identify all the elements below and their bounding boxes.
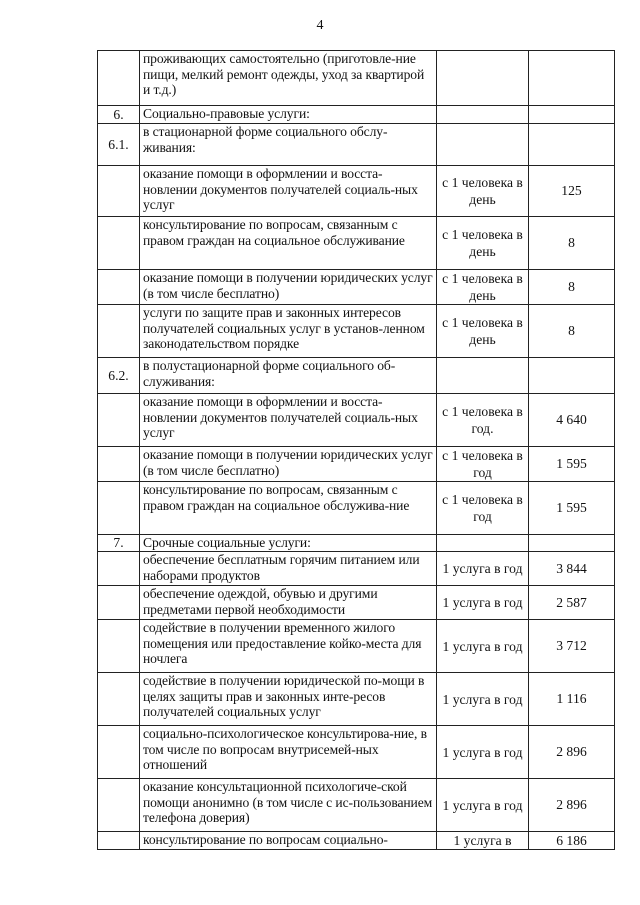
service-description: консультирование по вопросам, связанным с правом граждан на социальное обслуживание xyxy=(140,217,437,270)
service-value: 8 xyxy=(529,270,615,305)
row-number xyxy=(98,447,140,482)
service-description: обеспечение одеждой, обувью и другими предметами первой необходимости xyxy=(140,586,437,620)
service-unit: 1 услуга в год xyxy=(437,779,529,832)
service-description: консультирование по вопросам социально- xyxy=(140,832,437,850)
service-unit xyxy=(437,51,529,106)
service-unit: 1 услуга в xyxy=(437,832,529,850)
service-unit: 1 услуга в год xyxy=(437,673,529,726)
row-number xyxy=(98,779,140,832)
service-description: в стационарной форме социального обслу-живания: xyxy=(140,124,437,166)
row-number xyxy=(98,166,140,217)
service-unit: с 1 человека в год. xyxy=(437,394,529,447)
table-row xyxy=(98,166,615,217)
service-description: социально-психологическое консультирова-ние, в том числе по вопросам внутрисемей-ных отношений xyxy=(140,726,437,779)
table-row xyxy=(98,482,615,535)
table-row xyxy=(98,673,615,726)
service-unit: с 1 человека в день xyxy=(437,270,529,305)
service-value: 1 595 xyxy=(529,482,615,535)
service-description: оказание помощи в оформлении и восста-новлении документов получателей социаль-ных услуг xyxy=(140,394,437,447)
service-value xyxy=(529,51,615,106)
service-description: оказание консультационной психологиче-ской помощи анонимно (в том числе с ис-пользованием телефона доверия) xyxy=(140,779,437,832)
table-row xyxy=(98,106,615,124)
service-description: проживающих самостоятельно (приготовле-ние пищи, мелкий ремонт одежды, уход за квартирой и т.д.) xyxy=(140,51,437,106)
service-unit: 1 услуга в год xyxy=(437,586,529,620)
service-value: 3 844 xyxy=(529,552,615,586)
service-description: Социально-правовые услуги: xyxy=(140,106,437,124)
row-number xyxy=(98,552,140,586)
service-description: Срочные социальные услуги: xyxy=(140,535,437,552)
row-number xyxy=(98,51,140,106)
table-row xyxy=(98,124,615,166)
service-value: 6 186 xyxy=(529,832,615,850)
row-number: 7. xyxy=(98,535,140,552)
row-number xyxy=(98,832,140,850)
row-number xyxy=(98,270,140,305)
service-value: 2 587 xyxy=(529,586,615,620)
service-unit xyxy=(437,124,529,166)
service-description: содействие в получении временного жилого помещения или предоставление койко-места для ночлега xyxy=(140,620,437,673)
services-table xyxy=(97,50,615,850)
service-unit xyxy=(437,106,529,124)
service-description: оказание помощи в получении юридических услуг (в том числе бесплатно) xyxy=(140,447,437,482)
table-row xyxy=(98,217,615,270)
service-unit: 1 услуга в год xyxy=(437,552,529,586)
service-unit: с 1 человека в день xyxy=(437,166,529,217)
table-row xyxy=(98,832,615,850)
table-row xyxy=(98,586,615,620)
row-number: 6.1. xyxy=(98,124,140,166)
row-number: 6.2. xyxy=(98,358,140,394)
service-unit: 1 услуга в год xyxy=(437,726,529,779)
service-description: услуги по защите прав и законных интересов получателей социальных услуг в установ-ленном законодательством порядке xyxy=(140,305,437,358)
row-number xyxy=(98,217,140,270)
service-value: 4 640 xyxy=(529,394,615,447)
table-row xyxy=(98,552,615,586)
service-description: в полустационарной форме социального об-служивания: xyxy=(140,358,437,394)
service-description: оказание помощи в получении юридических услуг (в том числе бесплатно) xyxy=(140,270,437,305)
service-description: консультирование по вопросам, связанным с правом граждан на социальное обслужива-ние xyxy=(140,482,437,535)
service-value xyxy=(529,106,615,124)
table-row xyxy=(98,51,615,106)
page-number: 4 xyxy=(316,18,324,33)
service-description: оказание помощи в оформлении и восста-новлении документов получателей социаль-ных услуг xyxy=(140,166,437,217)
service-unit xyxy=(437,535,529,552)
table-row xyxy=(98,358,615,394)
service-value: 1 595 xyxy=(529,447,615,482)
table-row xyxy=(98,535,615,552)
service-value: 8 xyxy=(529,217,615,270)
row-number xyxy=(98,620,140,673)
table-row xyxy=(98,620,615,673)
service-value xyxy=(529,535,615,552)
row-number xyxy=(98,673,140,726)
service-unit: с 1 человека в день xyxy=(437,305,529,358)
service-value xyxy=(529,358,615,394)
service-unit: с 1 человека в день xyxy=(437,217,529,270)
table-row xyxy=(98,447,615,482)
service-unit: с 1 человека в год xyxy=(437,482,529,535)
service-value: 2 896 xyxy=(529,726,615,779)
service-value: 1 116 xyxy=(529,673,615,726)
table-row xyxy=(98,270,615,305)
service-value: 2 896 xyxy=(529,779,615,832)
service-value: 8 xyxy=(529,305,615,358)
row-number xyxy=(98,586,140,620)
row-number xyxy=(98,394,140,447)
service-unit: 1 услуга в год xyxy=(437,620,529,673)
service-value xyxy=(529,124,615,166)
service-description: содействие в получении юридической по-мощи в целях защиты прав и законных инте-ресов получателей социальных услуг xyxy=(140,673,437,726)
row-number xyxy=(98,305,140,358)
service-description: обеспечение бесплатным горячим питанием или наборами продуктов xyxy=(140,552,437,586)
service-value: 125 xyxy=(529,166,615,217)
service-value: 3 712 xyxy=(529,620,615,673)
row-number xyxy=(98,482,140,535)
table-row xyxy=(98,726,615,779)
service-unit: с 1 человека в год xyxy=(437,447,529,482)
table-row xyxy=(98,305,615,358)
row-number xyxy=(98,726,140,779)
service-unit xyxy=(437,358,529,394)
table-row xyxy=(98,394,615,447)
table-row xyxy=(98,779,615,832)
row-number: 6. xyxy=(98,106,140,124)
